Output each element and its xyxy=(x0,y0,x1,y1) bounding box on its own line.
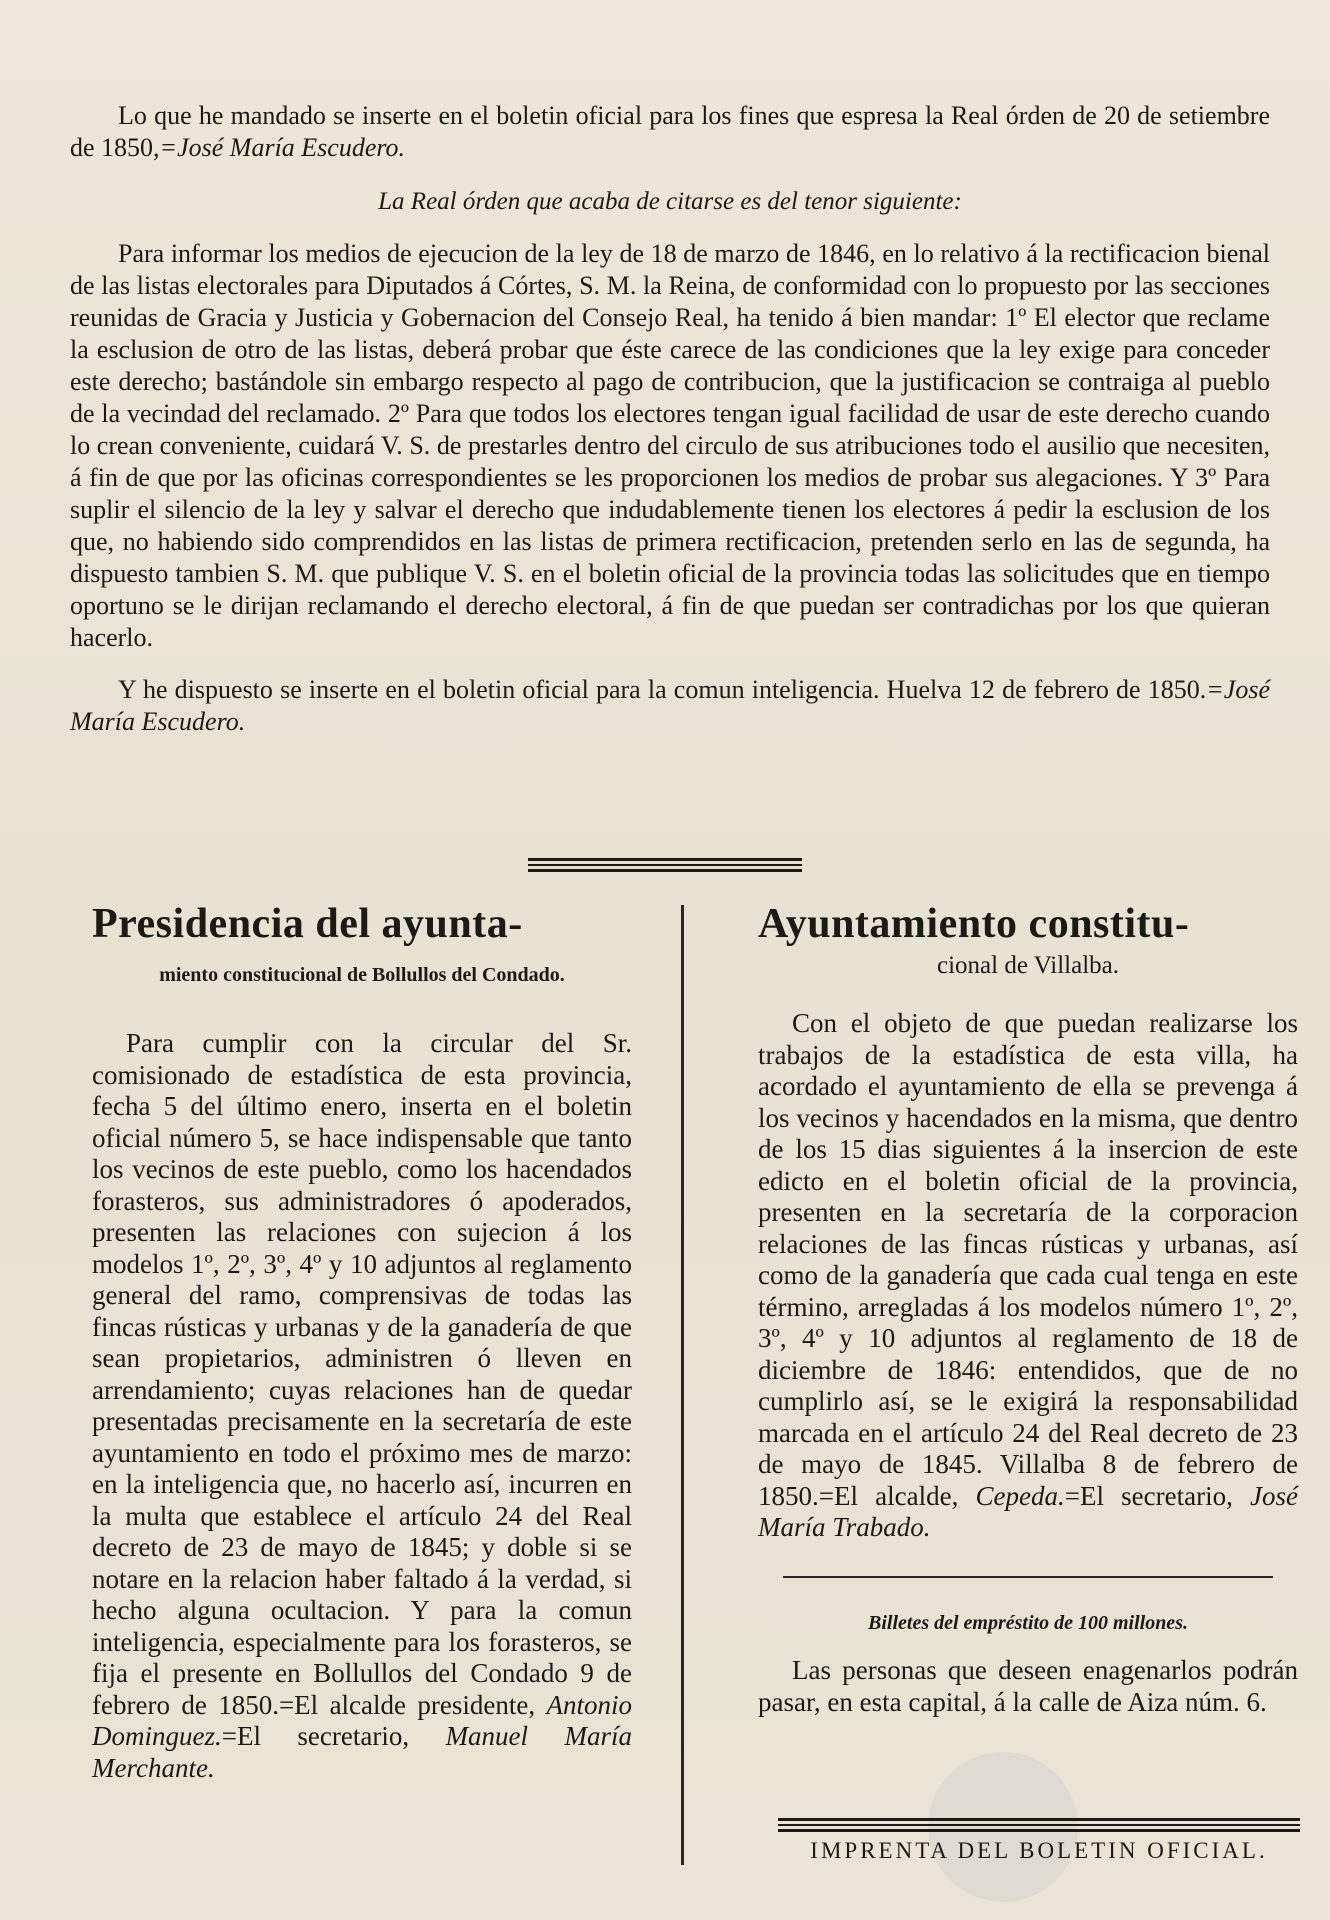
notice-divider-rule xyxy=(783,1576,1273,1578)
intro-text: Lo que he mandado se inserte en el boletin oficial para los fines que espresa la Real órden de 20 de setiembre de 1850, xyxy=(70,101,1270,162)
imprint-line: IMPRENTA DEL BOLETIN OFICIAL. xyxy=(810,1838,1268,1863)
column-divider xyxy=(681,905,684,1865)
left-signature-secretary: Manuel María Merchante. xyxy=(92,1721,632,1783)
left-secretary-label: =El secretario, xyxy=(221,1721,410,1751)
right-column-body xyxy=(758,1008,1298,1544)
right-body-text: Con el objeto de que puedan realizarse los trabajos de la estadística de esta villa, ha acordado el ayuntamiento de ella se prevenga á los vecinos y hacendados en la misma, que dentro de los 15 dias siguientes á la insercion de este edicto en el boletin oficial de la provincia, presenten en la secretaría de la corporacion relaciones de las fincas rústicas y urbanas, así como de la ganadería que cada cual tenga en este término, arregladas á los modelos número 1º, 2º, 3º, 4º y 10 adjuntos al reglamento de 18 de diciembre de 1846: entendidos, que de no cumplirlo así, se le exigirá la responsabilidad marcada en el artículo 24 del Real decreto de 23 de mayo de 1845. Villalba 8 de febrero de 1850.=El alcalde, xyxy=(758,1008,1298,1511)
imprint-rule xyxy=(778,1818,1300,1832)
left-body-text: Para cumplir con la circular del Sr. comisionado de estadística de esta provincia, fecha 5 del último enero, inserta en el boletin oficial número 5, se hace indispensable que tanto los vecinos de este pueblo, como los hacendados forasteros, sus administradores ó apoderados, presenten las relaciones con sujecion á los modelos 1º, 2º, 3º, 4º y 10 adjuntos al reglamento general del ramo, comprensivas de todas las fincas rústicas y urbanas y de la ganadería de que sean propietarios, administren ó lleven en arrendamiento; cuyas relaciones han de quedar presentadas precisamente en la secretaría de este ayuntamiento en todo el próximo mes de marzo: en la inteligencia que, no hacerlo así, incurren en la multa que establece el artículo 24 del Real decreto de 23 de mayo de 1845; y doble si se notare en la relacion haber faltado á la verdad, si hecho alguna ocultacion. Y para la comun inteligencia, especialmente para los forasteros, se fija el presente en Bollullos del Condado 9 de febrero de 1850.=El alcalde presidente, xyxy=(92,1028,632,1720)
section-divider-rule xyxy=(528,858,802,872)
left-column-body xyxy=(92,1028,632,1784)
royal-order-heading: La Real órden que acaba de citarse es del tenor siguiente: xyxy=(378,188,962,215)
notice-title: Billetes del empréstito de 100 millones. xyxy=(868,1611,1188,1634)
right-secretary-label: =El secretario, xyxy=(1064,1480,1233,1511)
right-signature-mayor: Cepeda. xyxy=(975,1480,1065,1511)
closing-paragraph xyxy=(70,674,1270,738)
closing-signature: =José María Escudero. xyxy=(70,675,1270,736)
right-column-title: Ayuntamiento constitu- xyxy=(758,901,1190,947)
royal-order-text: Para informar los medios de ejecucion de la ley de 18 de marzo de 1846, en lo relativo á la rectificacion bienal de las listas electorales para Diputados á Córtes, S. M. la Reina, de conformidad con lo propuesto por las secciones reunidas de Gracia y Justicia y Gobernacion del Consejo Real, ha tenido á bien mandar: 1º El elector que reclame la esclusion de otro de las listas, deberá probar que éste carece de las condiciones que la ley exige para conceder este derecho; bastándole sin embargo respecto al pago de contribucion, que la justificacion se contraiga al pueblo de la vecindad del reclamado. 2º Para que todos los electores tengan igual facilidad de usar de este derecho cuando lo crean conveniente, cuidará V. S. de prestarles dentro del circulo de sus atribuciones todo el ausilio que necesiten, á fin de que por las oficinas correspondientes se les proporcionen los medios de probar sus alegaciones. Y 3º Para suplir el silencio de la ley y salvar el derecho que indudablemente tienen los electores á pedir la esclusion de los que, no habiendo sido comprendidos en las listas de primera rectificacion, pretenden serlo en las de segunda, ha dispuesto tambien S. M. que publique V. S. en el boletin oficial de la provincia todas las solicitudes que en tiempo oportuno se le dirijan reclamando el derecho electoral, á fin de que puedan ser contradichas por los que quieran hacerlo. xyxy=(70,239,1270,652)
left-signature-mayor: Antonio Dominguez. xyxy=(92,1689,632,1751)
right-column xyxy=(758,898,1298,1718)
intro-signature: =José María Escudero. xyxy=(159,133,406,162)
right-column-subtitle: cional de Villalba. xyxy=(936,952,1119,979)
left-column xyxy=(92,898,632,1784)
left-column-title: Presidencia del ayunta- xyxy=(92,901,523,947)
closing-text: Y he dispuesto se inserte en el boletin oficial para la comun inteligencia. Huelva 12 de febrero de 1850. xyxy=(118,675,1207,704)
left-column-subtitle: miento constitucional de Bollullos del Condado. xyxy=(159,964,565,986)
intro-paragraph xyxy=(70,100,1270,164)
top-section xyxy=(70,100,1270,738)
right-signature-secretary: José María Trabado. xyxy=(758,1480,1299,1542)
notice-text: Las personas que deseen enagenarlos podrán pasar, en esta capital, á la calle de Aiza núm. 6. xyxy=(758,1655,1298,1717)
